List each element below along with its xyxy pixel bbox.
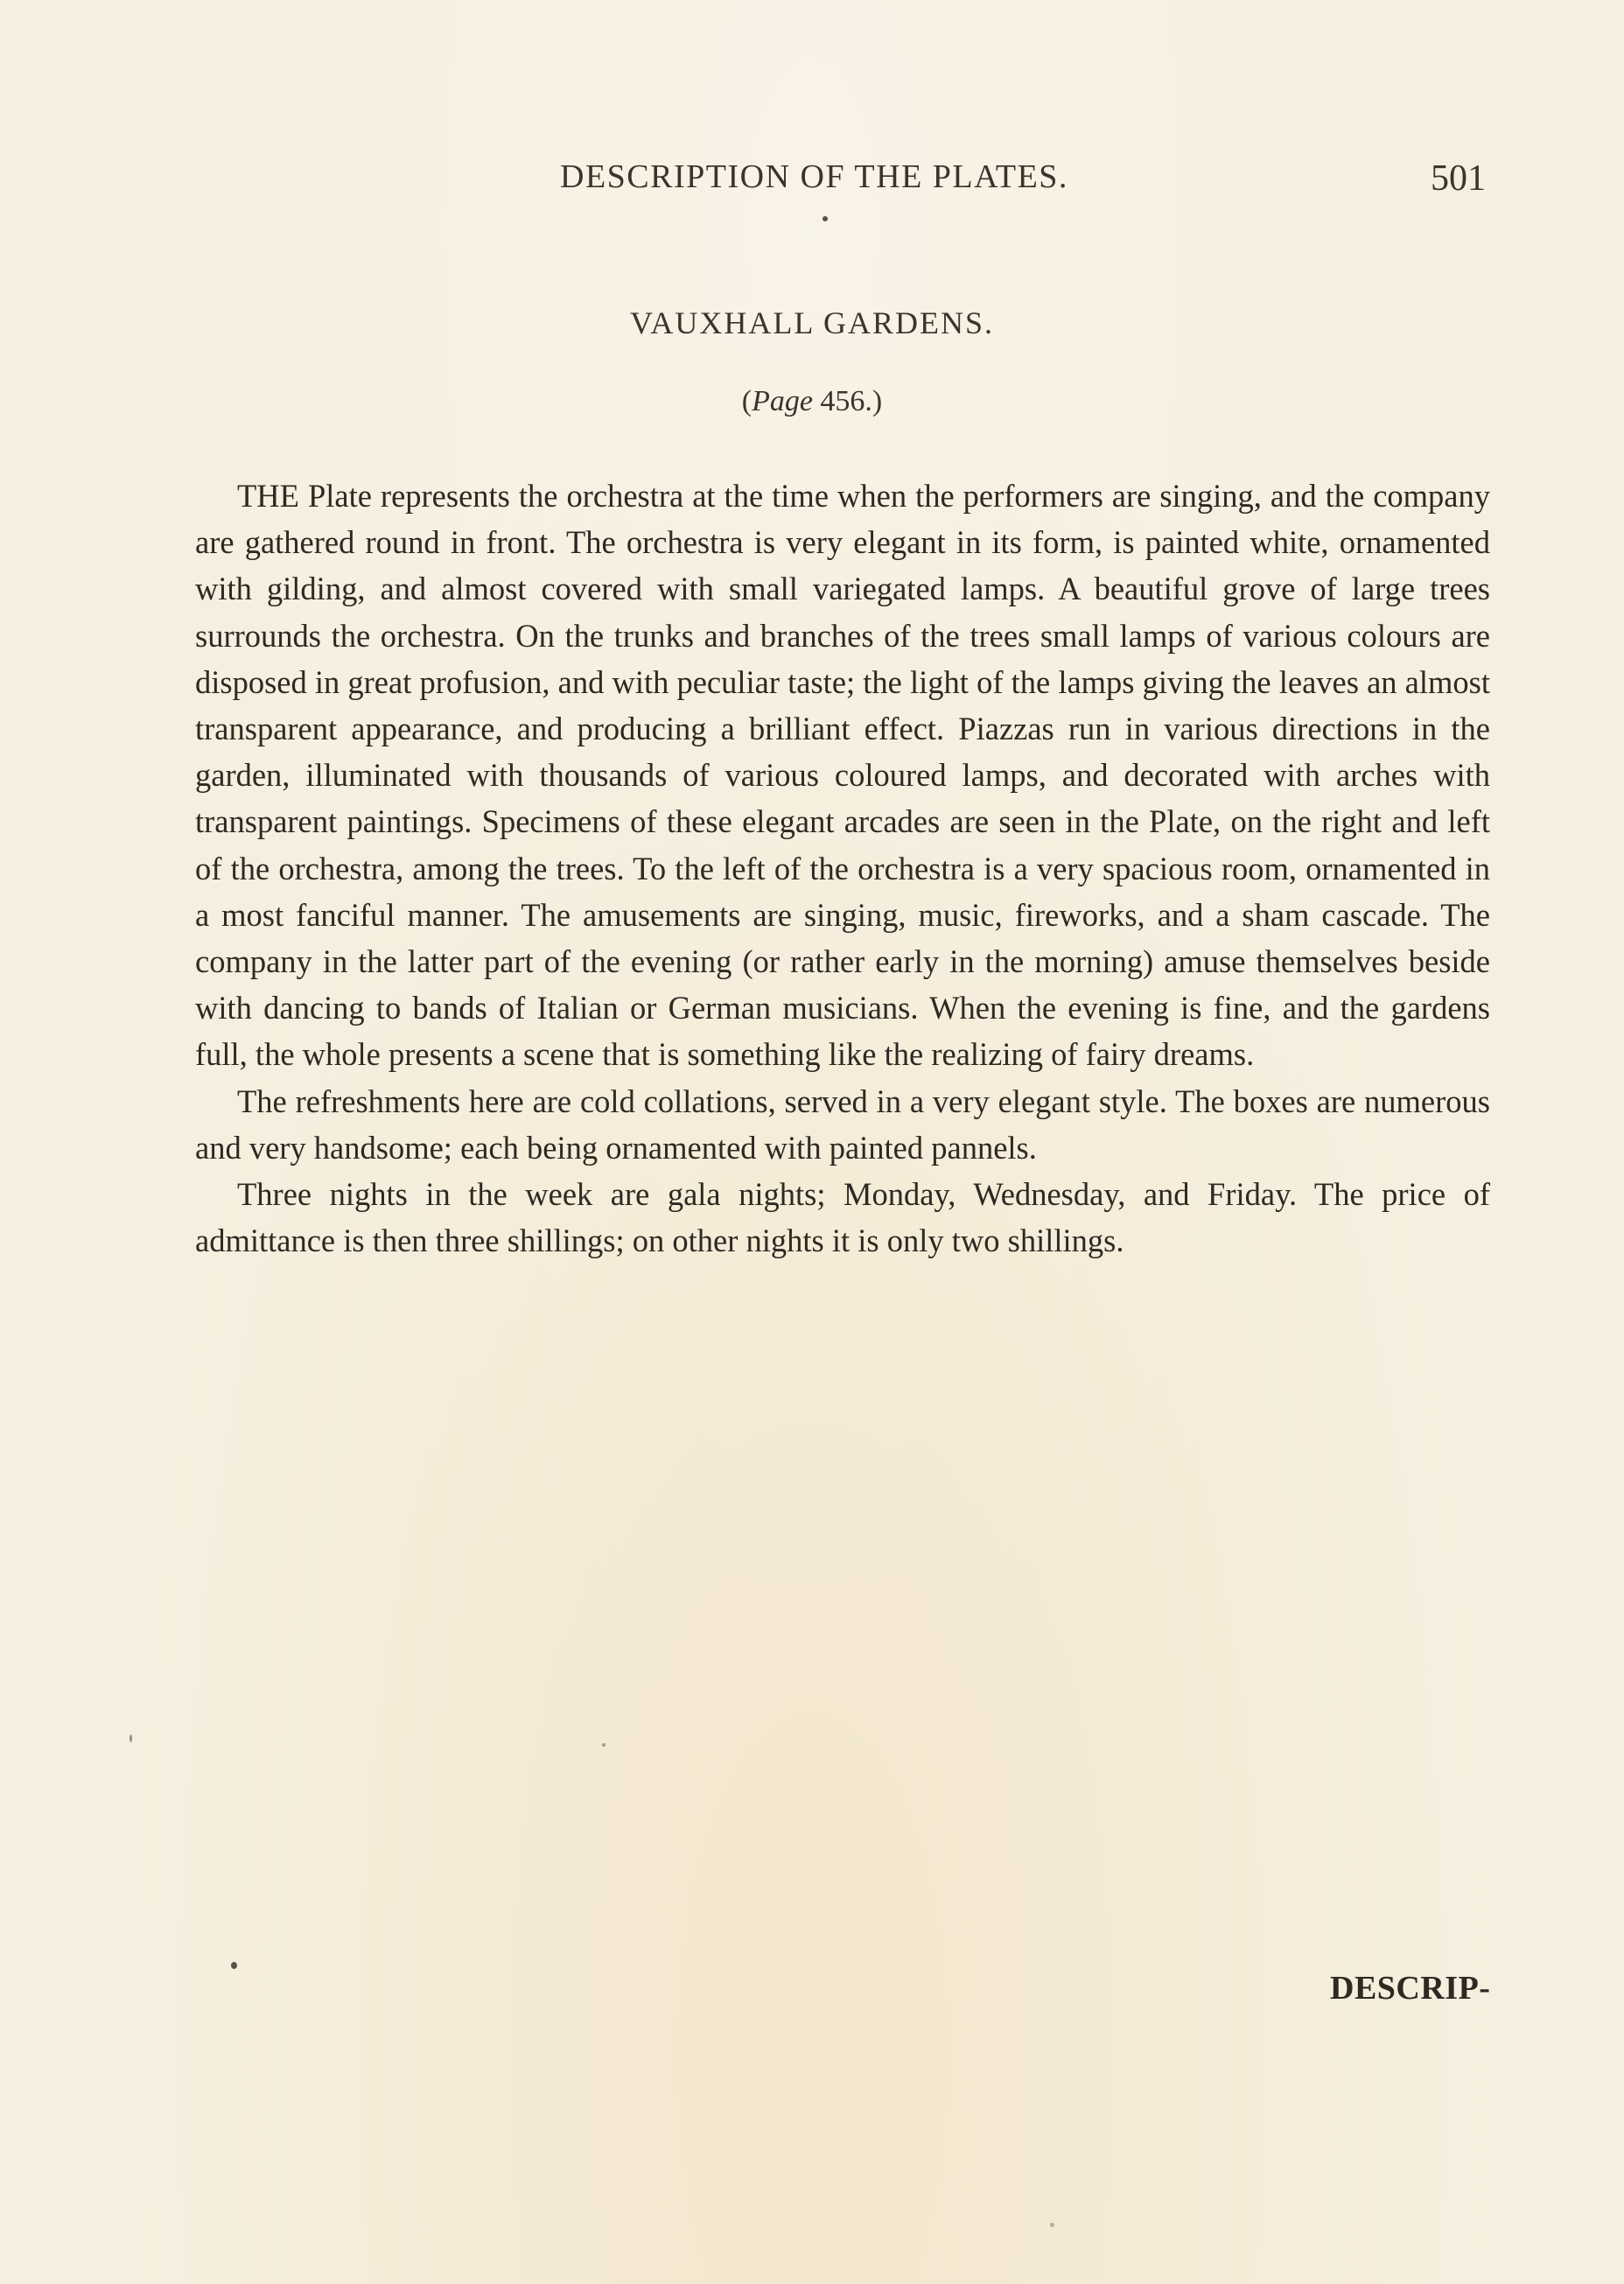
catchword: DESCRIP- xyxy=(1330,1970,1491,2007)
ink-speck xyxy=(130,1734,132,1742)
paragraph-refreshments: The refreshments here are cold collations, served in a very elegant style. The boxes are numerous and very handsome; each being ornamented with painted pannels. xyxy=(195,1082,1490,1166)
paragraph-orchestra: THE Plate represents the orchestra at the time when the performers are singing, and the company are gathered round in front. The orchestra is very elegant in its form, is painted white, ornamented with gilding, and almost covered with small variegated lamps. A beautiful grove of large trees surrounds the orchestra. On the trunks and branches of the trees small lamps of various colours are disposed in great profusion, and with peculiar taste; the light of the lamps giving the leaves an almost transparent appearance, and producing a brilliant effect. Piazzas run in various directions in the garden, illuminated with thousands of various coloured lamps, and decorated with arches with transparent paintings. Specimens of these elegant arcades are seen in the Plate, on the right and left of the orchestra, among the trees. To the left of the orchestra is a very spacious room, ornamented in a most fanciful manner. The amusements are singing, music, fireworks, and a sham cascade. The company in the latter part of the evening (or rather early in the morning) amuse themselves beside with dancing to bands of Italian or German musicians. When the evening is fine, and the gardens full, the whole presents a scene that is something like the realizing of fairy dreams. xyxy=(195,478,1490,1073)
page-ref-label: Page xyxy=(752,385,813,417)
page-ref-number: 456.) xyxy=(820,385,883,417)
ink-speck xyxy=(231,1962,237,1969)
section-title: VAUXHALL GARDENS. xyxy=(629,305,994,340)
running-head: DESCRIPTION OF THE PLATES. xyxy=(560,158,1068,195)
page-number: 501 xyxy=(1431,158,1486,199)
ink-speck xyxy=(602,1743,606,1747)
ink-speck xyxy=(1050,2223,1054,2227)
page-ref-open-paren: ( xyxy=(741,385,752,417)
paragraph-gala-nights: Three nights in the week are gala nights; Monday, Wednesday, and Friday. The price of admittance is then three shillings; on other nights it is only two shillings. xyxy=(195,1176,1490,1259)
ink-speck xyxy=(822,216,828,221)
body-text xyxy=(195,473,1490,1264)
plate-page-reference xyxy=(0,385,1624,418)
